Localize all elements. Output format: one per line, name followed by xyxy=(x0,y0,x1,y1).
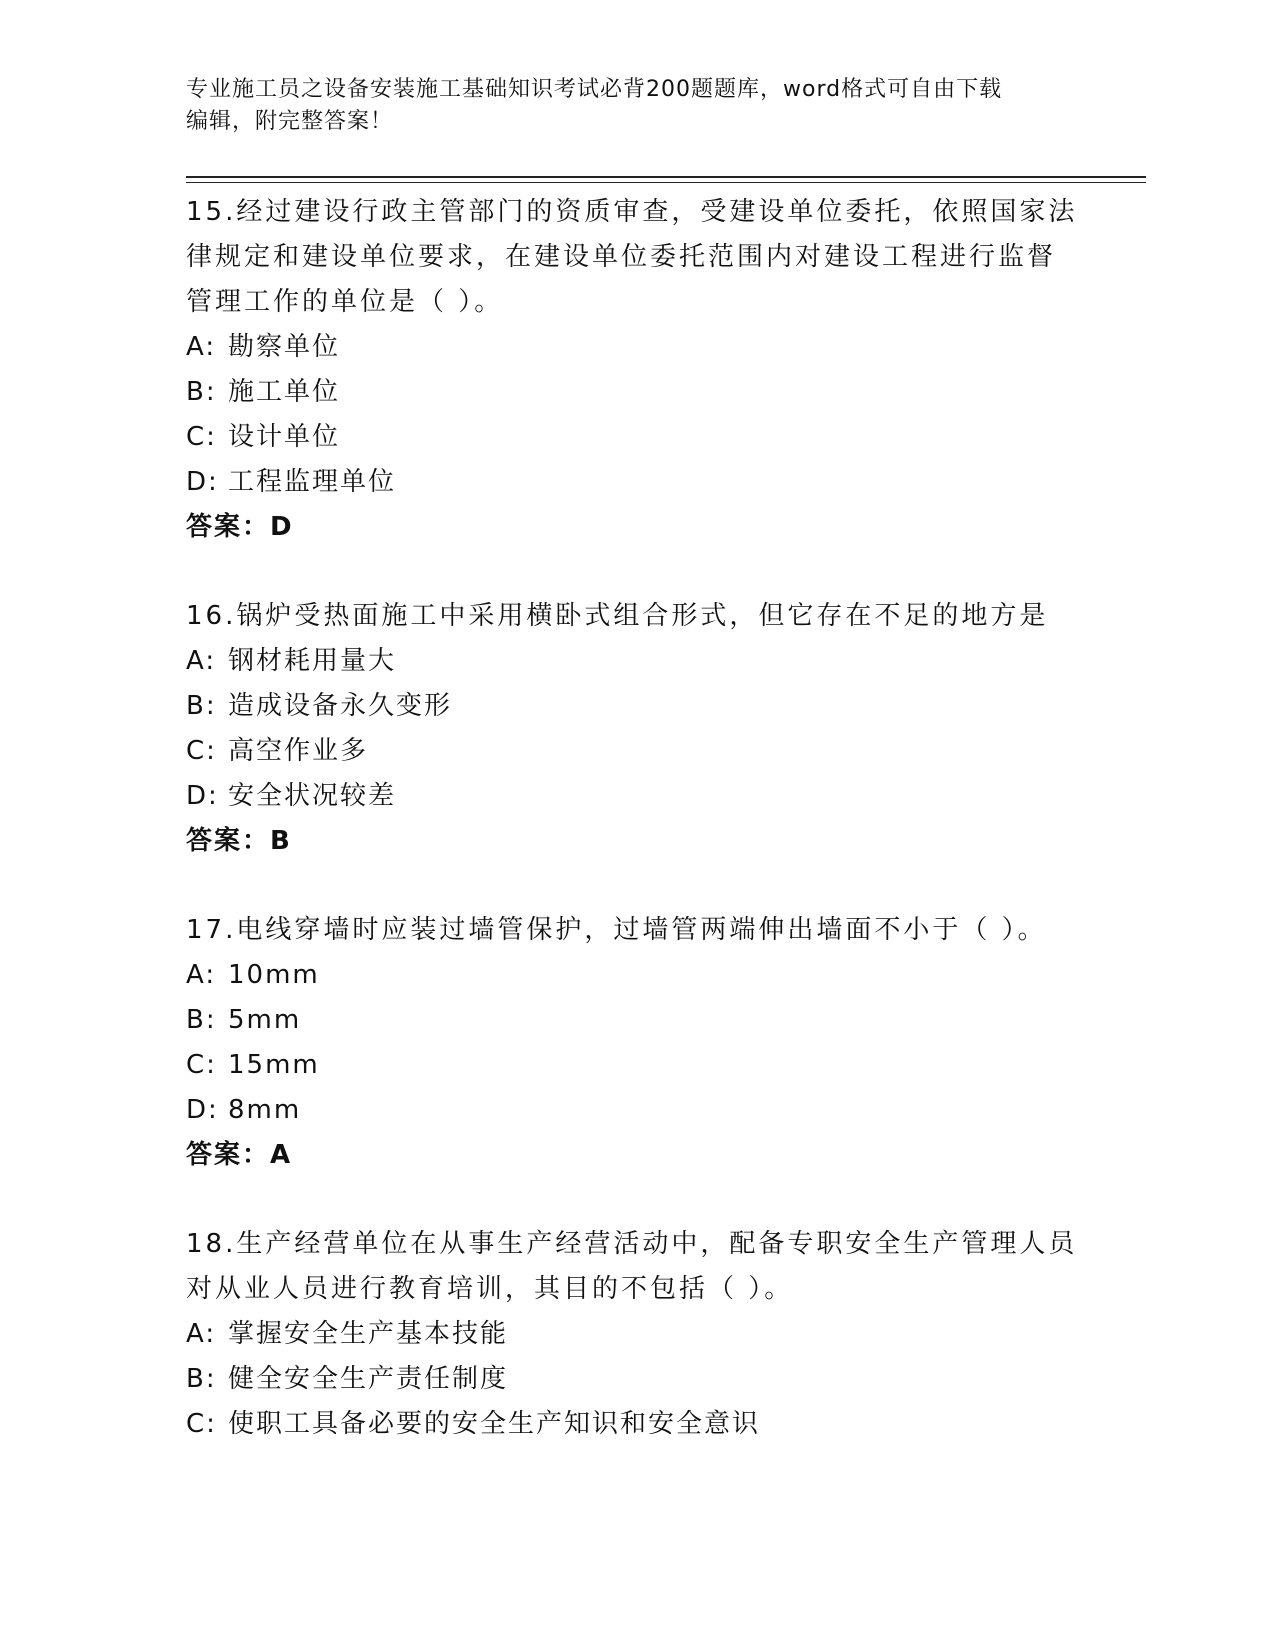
option-key: A: xyxy=(186,1319,217,1349)
option-text: 15mm xyxy=(228,1050,320,1080)
option-key: D: xyxy=(186,467,219,497)
option-text: 施工单位 xyxy=(228,377,341,407)
option-text: 健全安全生产责任制度 xyxy=(228,1364,509,1394)
option-c xyxy=(186,729,1086,774)
question-spacer xyxy=(186,864,1086,908)
question-stem-line: 18.生产经营单位在从事生产经营活动中，配备专职安全生产管理人员 xyxy=(186,1229,1078,1259)
option-a xyxy=(186,953,1086,998)
header-rule-thick xyxy=(186,176,1146,178)
option-text: 8mm xyxy=(228,1095,302,1125)
option-key: B: xyxy=(186,691,217,721)
question-stem-line: 16.锅炉受热面施工中采用横卧式组合形式，但它存在不足的地方是 xyxy=(186,601,1049,631)
option-c xyxy=(186,1043,1086,1088)
option-key: A: xyxy=(186,332,217,362)
option-text: 掌握安全生产基本技能 xyxy=(228,1319,509,1349)
question-spacer xyxy=(186,1178,1086,1222)
question-15 xyxy=(186,190,1086,550)
option-key: C: xyxy=(186,736,217,766)
option-c xyxy=(186,1402,1086,1447)
option-key: D: xyxy=(186,1095,219,1125)
question-stem-line: 17.电线穿墙时应装过墙管保护，过墙管两端伸出墙面不小于（ ）。 xyxy=(186,915,1047,945)
question-spacer xyxy=(186,550,1086,594)
option-d xyxy=(186,460,1086,505)
option-text: 安全状况较差 xyxy=(228,781,397,811)
answer-line: 答案：A xyxy=(186,1140,293,1170)
option-a xyxy=(186,1312,1086,1357)
option-text: 5mm xyxy=(228,1005,302,1035)
question-stem-line: 对从业人员进行教育培训，其目的不包括（ ）。 xyxy=(186,1274,794,1304)
option-key: B: xyxy=(186,1364,217,1394)
answer-line: 答案：B xyxy=(186,826,292,856)
option-b xyxy=(186,1357,1086,1402)
question-stem-line: 管理工作的单位是（ ）。 xyxy=(186,287,504,317)
question-stem-line: 律规定和建设单位要求，在建设单位委托范围内对建设工程进行监督 xyxy=(186,242,1057,272)
header-line-2: 编辑，附完整答案！ xyxy=(186,109,394,134)
option-text: 造成设备永久变形 xyxy=(228,691,453,721)
option-b xyxy=(186,684,1086,729)
option-text: 设计单位 xyxy=(228,422,341,452)
option-text: 工程监理单位 xyxy=(228,467,397,497)
option-text: 使职工具备必要的安全生产知识和安全意识 xyxy=(228,1409,761,1439)
header-line-1: 专业施工员之设备安装施工基础知识考试必背200题题库，word格式可自由下载 xyxy=(186,77,1003,102)
answer-line: 答案：D xyxy=(186,512,294,542)
question-list xyxy=(186,190,1086,1447)
option-key: C: xyxy=(186,1409,217,1439)
option-d xyxy=(186,774,1086,819)
option-text: 高空作业多 xyxy=(228,736,369,766)
question-17 xyxy=(186,908,1086,1178)
option-b xyxy=(186,998,1086,1043)
option-d xyxy=(186,1088,1086,1133)
question-18 xyxy=(186,1222,1086,1447)
option-key: A: xyxy=(186,960,217,990)
option-a xyxy=(186,325,1086,370)
option-text: 勘察单位 xyxy=(228,332,341,362)
document-header xyxy=(186,74,1086,138)
option-key: A: xyxy=(186,646,217,676)
question-16 xyxy=(186,594,1086,864)
option-key: B: xyxy=(186,377,217,407)
option-text: 钢材耗用量大 xyxy=(228,646,397,676)
option-key: D: xyxy=(186,781,219,811)
header-rule-thin xyxy=(186,182,1146,183)
option-key: C: xyxy=(186,422,217,452)
option-c xyxy=(186,415,1086,460)
question-stem-line: 15.经过建设行政主管部门的资质审查，受建设单位委托，依照国家法 xyxy=(186,197,1078,227)
option-key: C: xyxy=(186,1050,217,1080)
option-a xyxy=(186,639,1086,684)
option-text: 10mm xyxy=(228,960,320,990)
option-key: B: xyxy=(186,1005,217,1035)
option-b xyxy=(186,370,1086,415)
